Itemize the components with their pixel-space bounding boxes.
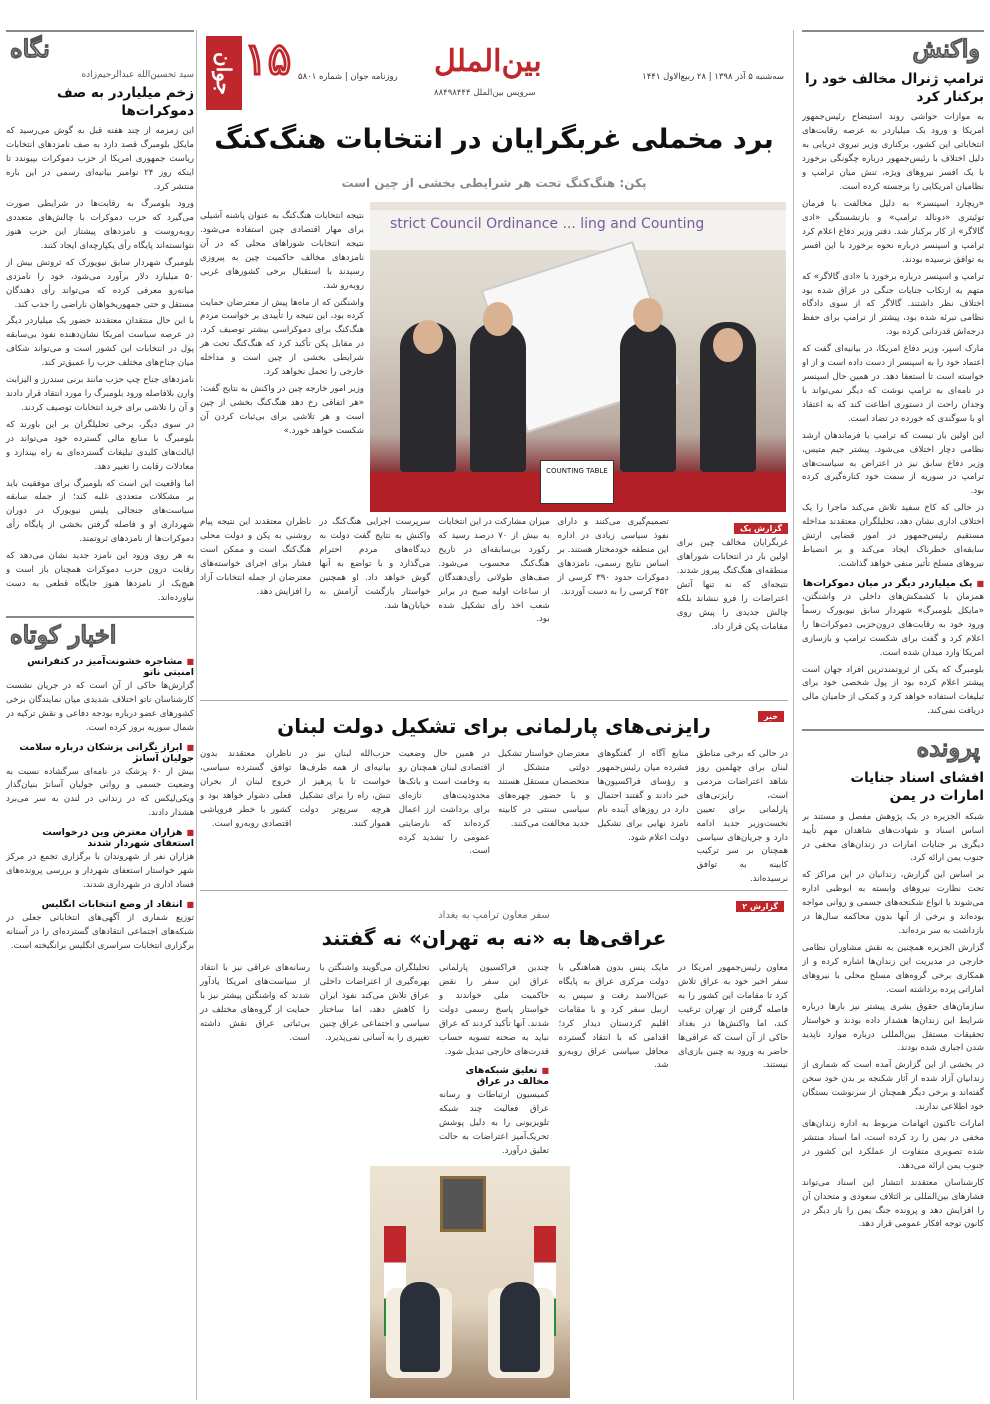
section-service: سرویس بین‌الملل ۸۸۴۹۸۴۴۴ <box>434 88 536 98</box>
section-title: نگاه <box>10 34 50 63</box>
paragraph: نتیجه انتخابات هنگ‌کنگ به عنوان پاشنه آشیلی برای مهار اقتصادی چین استفاده می‌شود. نتیجه انتخابات شوراهای محلی که در آن نامزدهای مخالف حاکمیت چین به پیروزی رسیدند با استقبال برخی کشورهای غربی روبه‌رو شد. <box>200 211 364 291</box>
lead-side-text <box>200 210 364 442</box>
section-header-dossier <box>802 729 984 763</box>
photo-banner-text: strict Council Ordinance ... ling and Counting <box>370 210 786 250</box>
iraq-photo <box>370 1166 570 1398</box>
news-headline: ■ هزاران معترض وین درخواست استعفای شهردار شدند <box>6 827 194 849</box>
column-text: تحلیلگران می‌گویند واشنگتن با بهره‌گیری از اعتراضات داخلی عراق تلاش می‌کند نفوذ ایران را کاهش دهد، اما ساختار سیاسی و اجتماعی عراق چنین تغییری را به آسانی نمی‌پذیرد. <box>319 963 430 1043</box>
paragraph: نامزدهای جناح چپ حزب مانند برنی سندرز و الیزابت وارن بلافاصله ورود بلومبرگ را مورد انتقاد قرار دادند و آن را تلاشی برای خرید انتخابات توصیف کردند. <box>6 375 194 413</box>
person-figure <box>620 322 676 472</box>
column-text: سرپرست اجرایی هنگ‌کنگ در واکنش به نتایج گفت دولت به دیدگاه‌های مردم احترام می‌گذارد و با تواضع به آنها گوش خواهد داد. او همچنین خواستار بازگشت آرامش به خیابان‌ها شد. <box>319 517 431 611</box>
text-column <box>677 516 788 634</box>
news-text: هزاران نفر از شهروندان با برگزاری تجمع در مرکز شهر خواستار استعفای شهردار و بررسی پرونده‌های فساد اداری در شهرداری شدند. <box>6 852 194 891</box>
iraq-columns <box>200 962 788 1159</box>
date-info: سه‌شنبه ۵ آذر ۱۳۹۸ | ۲۸ ربیع‌الاول ۱۴۴۱ <box>642 72 784 82</box>
paragraph: به موازات حواشی روند استیضاح رئیس‌جمهور امریکا و ورود یک میلیاردر به عرصه رقابت‌های انتخاباتی این کشور، برکناری وزیر نیروی دریایی به دلیل اختلاف با رئیس‌جمهور درباره چگونگی برخورد با یک افسر نیروهای ویژه، تنش میان ترامپ و نظامیان امریکایی را برجسته کرده است. <box>802 112 984 193</box>
article-body <box>802 591 984 719</box>
iraq-headline: عراقی‌ها به «نه به تهران» نه گفتند <box>321 926 667 950</box>
article-headline: زخم میلیاردر به صف دموکرات‌ها <box>57 85 194 120</box>
paragraph: همزمان با کشمکش‌های داخلی در واشنگتن، «مایکل بلومبرگ» شهردار سابق نیویورک رسماً ورود خود به رقابت‌های درون‌حزبی دموکرات‌ها را اعلام کرد و گفت برای شکست ترامپ و بازسازی امریکا وارد میدان شده است. <box>802 591 984 658</box>
section-title: اخبار کوتاه <box>10 619 117 649</box>
iraq-kicker: سفر معاون ترامپ به بغداد <box>438 910 550 921</box>
divider <box>200 700 788 701</box>
paragraph: این زمزمه از چند هفته قبل به گوش می‌رسید که مایکل بلومبرگ قصد دارد به صف نامزدهای انتخابات ریاست جمهوری امریکا از حزب دموکرات بپیوندد تا اینکه روز ۲۴ نوامبر بیانیه‌ای رسمی در این باره منتشر کرد. <box>6 126 194 193</box>
paragraph: «ریچارد اسپنسر» به دلیل مخالفت با فرمان توئیتری «دونالد ترامپ» و بازنشستگی «ادی گالاگر» از کار برکنار شد. دفتر وزیر دفاع اعلام کرد ترامپ و اسپنسر درباره نحوه برخورد با این افسر به توافق نرسیده بودند. <box>802 198 984 265</box>
article-body <box>802 811 984 1233</box>
column-text: ناظران معتقدند بدون توافق گسترده سیاسی، خروج لبنان از بحران فعلی دشوار خواهد بود و کشور با خطر فروپاشی اقتصادی روبه‌رو است. <box>200 749 292 829</box>
left-column <box>6 30 194 1400</box>
paragraph: گزارش الجزیره همچنین به نقش مشاوران نظامی خارجی در مدیریت این زندان‌ها اشاره کرده و از همکاری برخی گروه‌های مسلح محلی با نیروهای اماراتی پرده برداشته است. <box>802 942 984 995</box>
paragraph: بر اساس این گزارش، زندانیان در این مراکز که تحت نظارت نیروهای وابسته به ابوظبی اداره می‌شوند با انواع شکنجه‌های جسمی و روانی مواجه بوده‌اند و برخی از آنها بدون محاکمه سال‌ها در بازداشت به سر برده‌اند. <box>802 870 984 937</box>
newspaper-logo <box>200 30 292 116</box>
news-text: گزارش‌ها حاکی از آن است که در جریان نشست کارشناسان ناتو اختلاف شدیدی میان نمایندگان برخی کشورهای عضو درباره بودجه دفاعی و نقش ترکیه در شمال سوریه بروز کرده است. <box>6 680 194 733</box>
person-figure <box>400 1282 440 1372</box>
person-head <box>483 302 513 336</box>
paragraph: سازمان‌های حقوق بشری پیشتر نیز بارها درباره شرایط این زندان‌ها هشدار داده بودند و خواستار تحقیقات مستقل بین‌المللی درباره موارد ناپدید شدن اجباری شده بودند. <box>802 1001 984 1054</box>
paragraph: وزیر امور خارجه چین در واکنش به نتایج گفت: «هر اتفاقی رخ دهد هنگ‌کنگ بخشی از چین است و هر تلاشی برای بی‌ثبات کردن آن شکست خواهد خورد.» <box>200 384 364 436</box>
news-item <box>6 742 194 822</box>
column-text: ناظران معتقدند این نتیجه پیام روشنی به پکن و دولت محلی هنگ‌کنگ است و ممکن است فشار برای اجرای خواسته‌های معترضان از جمله انتخابات آزاد را افزایش دهد. <box>199 517 312 597</box>
paragraph: کارشناسان معتقدند انتشار این اسناد می‌تواند فشارهای بین‌المللی بر ائتلاف سعودی و متحدان آن را افزایش دهد و پرونده جنگ یمن را بار دیگر در کانون توجه افکار عمومی قرار دهد. <box>802 1177 984 1230</box>
section-header-short-news <box>6 616 194 650</box>
section-title: واکنش <box>912 34 980 63</box>
paragraph: مارک اسپر، وزیر دفاع امریکا، در بیانیه‌ای گفت که اعتماد خود را به اسپنسر از دست داده است و از او خواسته است تا استعفا دهد. در همین حال اسپنسر در نامه‌ای به ترامپ نوشت که دیگر نمی‌تواند با وجدان راحت از دستوری اطاعت کند که به اعتقاد او با سوگندی که خورده در تضاد است. <box>802 344 984 424</box>
section-brand: بین‌الملل <box>434 44 542 79</box>
paragraph: ترامپ و اسپنسر درباره برخورد با «ادی گالاگر» که متهم به ارتکاب جنایات جنگی در عراق شده بود اختلاف نظر داشتند. گالاگر که از سوی دادگاه نظامی تبرئه شده بود، پیشتر از ترامپ برای حفظ درجه‌اش قدردانی کرده بود. <box>802 271 984 338</box>
lead-photo <box>370 202 786 512</box>
article-body <box>802 111 984 572</box>
column-text: میزان مشارکت در این انتخابات به بیش از ۷۰ درصد رسید که رکورد بی‌سابقه‌ای در تاریخ هنگ‌کنگ محسوب می‌شود. صف‌های طولانی رأی‌دهندگان از ساعات اولیه صبح در برابر شعب اخذ رأی تشکیل شده بود. <box>438 517 550 625</box>
counting-table-sign: COUNTING TABLE <box>540 460 614 504</box>
column-text: رسانه‌های عراقی نیز با انتقاد از سیاست‌های امریکا یادآور شدند که واشنگتن پیشتر نیز با حمایت از گروه‌های مختلف در بی‌ثباتی عراق نقش داشته است. <box>200 963 310 1043</box>
news-item <box>6 899 194 954</box>
page-number: ۱۵ <box>244 34 292 85</box>
news-headline: ■ انتقاد از وضع انتخابات انگلیس <box>6 899 194 910</box>
column-text: معترضان خواستار تشکیل دولتی متشکل از متخصصان مستقل هستند و با حضور چهره‌های سیاسی سنتی در کابینه جدید مخالفت می‌کنند. <box>498 749 590 829</box>
column-text: در همین حال وضعیت اقتصادی لبنان همچنان رو به وخامت است و بانک‌ها محدودیت‌های تازه‌ای برای برداشت ارز اعمال کرده‌اند که نارضایتی عمومی را تشدید کرده است. <box>398 749 491 857</box>
news-headline: ■ ابراز نگرانی پزشکان درباره سلامت جولیان آسانژ <box>6 742 194 764</box>
report-tag: گزارش یک <box>734 523 788 534</box>
paragraph: به هر روی ورود این نامزد جدید نشان می‌دهد که رقابت درون حزب دموکرات همچنان باز است و هیچ‌یک از نامزدها هنوز جایگاه قطعی به دست نیاورده‌اند. <box>6 551 194 603</box>
column-text: منابع آگاه از گفتگوهای فشرده میان رئیس‌جمهور و رؤسای فراکسیون‌ها خبر دادند و گفتند احتمال دارد در روزهای آینده نام نامزد نهایی برای تشکیل دولت اعلام شود. <box>597 749 689 843</box>
lead-columns <box>200 516 788 634</box>
column-text: معاون رئیس‌جمهور امریکا در سفر اخیر خود به عراق تلاش کرد تا مقامات این کشور را به فاصله گرفتن از تهران ترغیب کند، اما واکنش‌ها در بغداد حاکی از آن است که عراقی‌ها حاضر به ورود به چنین بازی‌ای نیستند. <box>678 963 788 1071</box>
news-tag: خبر <box>758 711 784 722</box>
lead-subtitle: پکن: هنگ‌کنگ تحت هر شرایطی بخشی از چین است <box>341 176 647 190</box>
lebanon-columns <box>200 748 788 887</box>
masthead <box>200 30 788 116</box>
paragraph: در بخشی از این گزارش آمده است که شماری از زندانیان آزاد شده از آثار شکنجه بر بدن خود سخن گفته‌اند و برخی دیگر همچنان از سرنوشت بستگان خود اطلاعی ندارند. <box>802 1060 984 1113</box>
paragraph: بلومبرگ شهردار سابق نیویورک که ثروتش بیش از ۵۰ میلیارد دلار برآورد می‌شود، خود را نامزدی میانه‌رو معرفی کرده که می‌تواند رأی دهندگان مستقل و حتی جمهوریخواهان ناراضی را جذب کند. <box>6 257 194 310</box>
paragraph: شبکه الجزیره در یک پژوهش مفصل و مستند بر اساس اسناد و شهادت‌های شاهدان مهم تأیید دیگری بر جنایات امارات در زندان‌های مخفی در جنوب یمن ارائه کرد. <box>802 811 984 864</box>
paragraph: این اولین بار نیست که ترامپ با فرماندهان ارشد نظامی دچار اختلاف می‌شود. پیشتر جیم متیس، وزیر دفاع سابق نیز در اعتراض به سیاست‌های ترامپ در سوریه از سمت خود کناره‌گیری کرده بود. <box>802 430 984 497</box>
column-text: مایک پنس بدون هماهنگی با دولت مرکزی عراق به پایگاه عین‌الاسد رفت و سپس به اربیل سفر کرد و با مقامات اقلیم کردستان دیدار کرد؛ اقدامی که با انتقاد گسترده محافل سیاسی عراق روبه‌رو شد. <box>558 963 669 1071</box>
portrait-frame <box>440 1176 486 1232</box>
column-text: تصمیم‌گیری می‌کنند و دارای نفوذ سیاسی زیادی در اداره این منطقه خودمختار هستند. بر اساس نتایج رسمی، نامزدهای دموکرات حدود ۳۹۰ کرسی از ۴۵۲ کرسی را به دست آوردند. <box>557 517 669 597</box>
article-body <box>6 125 194 605</box>
author-name: سید تحسین‌الله عبدالرحیم‌زاده <box>81 70 194 80</box>
news-text: توزیع شماری از آگهی‌های انتخاباتی جعلی در شبکه‌های اجتماعی انتقادهای گسترده‌ای را در آستانه برگزاری انتخابات سراسری انگلیس برانگیخته است. <box>6 913 194 951</box>
news-item <box>6 656 194 736</box>
section-header-view <box>6 30 194 64</box>
article-headline: افشای اسناد جنایات امارات در یمن <box>850 770 984 805</box>
news-text: بیش از ۶۰ پزشک در نامه‌ای سرگشاده نسبت به وضعیت جسمی و روانی جولیان آسانژ بنیان‌گذار ویکی‌لیکس که در زندانی در لندن به سر می‌برد هشدار دادند. <box>6 766 194 819</box>
paragraph: ورود بلومبرگ به رقابت‌ها در شرایطی صورت می‌گیرد که حزب دموکرات با چالش‌های متعددی روبه‌روست و نامزدهای پیشتاز این حزب هنوز نتوانسته‌اند پایگاه رأی یکپارچه‌ای ایجاد کنند. <box>6 199 194 251</box>
paragraph: بلومبرگ که یکی از ثروتمندترین افراد جهان است پیشتر اعلام کرده بود از پول شخصی خود برای تبلیغات استفاده خواهد کرد و کمکی از حامیان مالی دریافت نمی‌کند. <box>802 664 984 717</box>
column-text: حزب‌الله لبنان نیز در بیانیه‌ای از همه طرف‌ها خواست تا با پرهیز از تنش، راه را برای تشکیل هرچه سریع‌تر دولت هموار کنند. <box>299 749 391 829</box>
person-figure <box>500 1282 540 1372</box>
paragraph: اما واقعیت این است که بلومبرگ برای موفقیت باید بر مشکلات متعددی غلبه کند؛ از جمله سابقه سیاست‌های جنجالی پلیس نیویورک در دوران شهرداری او و فاصله گرفتن بخشی از پایگاه رأی دموکرات‌ها از نامزدهای ثروتمند. <box>6 478 194 545</box>
lebanon-headline: رایزنی‌های پارلمانی برای تشکیل دولت لبنان <box>277 714 711 738</box>
person-figure <box>470 322 526 472</box>
paragraph: واشنگتن که از ماه‌ها پیش از معترضان حمایت کرده بود، این نتیجه را تأییدی بر خواست مردم هنگ‌کنگ برای دموکراسی بیشتر توصیف کرد. در مقابل پکن تأکید کرد که هنگ‌کنگ تحت هر شرایطی بخشی از چین است و مداخله خارجی را تحمل نخواهد کرد. <box>200 297 364 378</box>
lead-headline: برد مخملی غربگرایان در انتخابات هنگ‌کنگ <box>214 124 774 155</box>
report-tag: گزارش ۲ <box>736 901 784 912</box>
column-divider <box>793 30 794 1400</box>
right-column <box>802 30 984 1400</box>
column-text: غربگرایان مخالف چین برای اولین بار در انتخابات شوراهای منطقه‌ای هنگ‌کنگ پیروز شدند. نتیجه‌ای که نه تنها آتش اعتراضات را فرو ننشاند بلکه چالش جدیدی را پیش روی مقامات پکن قرار داد. <box>676 538 788 632</box>
article-headline: ترامپ ژنرال مخالف خود را برکنار کرد <box>805 71 984 106</box>
column-text: چندین فراکسیون پارلمانی عراق این سفر را نقض حاکمیت ملی خواندند و خواستار پاسخ رسمی دولت شدند. آنها تأکید کردند که عراق نباید به صحنه تسویه حساب قدرت‌های خارجی تبدیل شود. <box>439 963 549 1057</box>
person-head <box>413 320 443 354</box>
sub-heading: ■ تعلیق شبکه‌های مخالف در عراق <box>439 1065 549 1087</box>
news-item <box>6 827 194 893</box>
person-head <box>633 298 663 332</box>
paragraph: در سوی دیگر، برخی تحلیلگران بر این باورند که بلومبرگ با منابع مالی گسترده خود می‌تواند در ایالت‌های کلیدی تبلیغات گسترده‌ای به راه بیندازد و معادلات رقابت را تغییر دهد. <box>6 419 194 472</box>
section-header-reaction <box>802 30 984 64</box>
person-head <box>713 328 743 362</box>
issue-info: روزنامه جوان | شماره ۵۸۰۱ <box>298 72 398 82</box>
divider <box>200 890 788 891</box>
paragraph: با این حال منتقدان معتقدند حضور یک میلیاردر دیگر در عرصه سیاست امریکا نشان‌دهنده نفوذ بی‌سابقه پول در انتخابات این کشور است و می‌تواند شکاف میان جناح‌های مختلف حزب را عمیق‌تر کند. <box>6 316 194 369</box>
paragraph: امارات تاکنون اتهامات مربوط به اداره زندان‌های مخفی در یمن را رد کرده است، اما اسناد منتشر شده تصویری متفاوت از عملکرد این کشور در جنوب یمن ارائه می‌دهد. <box>802 1119 984 1171</box>
paragraph: در حالی که کاخ سفید تلاش می‌کند ماجرا را یک اختلاف اداری نشان دهد، تحلیلگران معتقدند مداخله مستقیم رئیس‌جمهور در امور قضایی ارتش سابقه‌ای خطرناک ایجاد می‌کند و بر انضباط نیروهای مسلح تأثیر منفی خواهد گذاشت. <box>802 503 984 570</box>
sub-heading: ■ یک میلیاردر دیگر در میان دموکرات‌ها <box>802 578 984 589</box>
news-headline: ■ مشاجره خشونت‌آمیز در کنفرانس امنیتی ناتو <box>6 656 194 678</box>
column-divider <box>196 30 197 1400</box>
logo-text: جوان <box>206 36 242 110</box>
section-title: پرونده <box>916 733 980 763</box>
column-text: کمیسیون ارتباطات و رسانه عراق فعالیت چند شبکه تلویزیونی را به دلیل پوشش تحریک‌آمیز اعتراضات به حالت تعلیق درآورد. <box>439 1090 549 1157</box>
column-text: در حالی که برخی مناطق لبنان برای چهلمین روز شاهد اعتراضات مردمی است، رایزنی‌های پارلمانی برای تعیین نخست‌وزیر جدید ادامه دارد و جریان‌های سیاسی همچنان بر سر ترکیب کابینه به توافق نرسیده‌اند. <box>696 749 788 885</box>
text-column <box>439 962 549 1159</box>
